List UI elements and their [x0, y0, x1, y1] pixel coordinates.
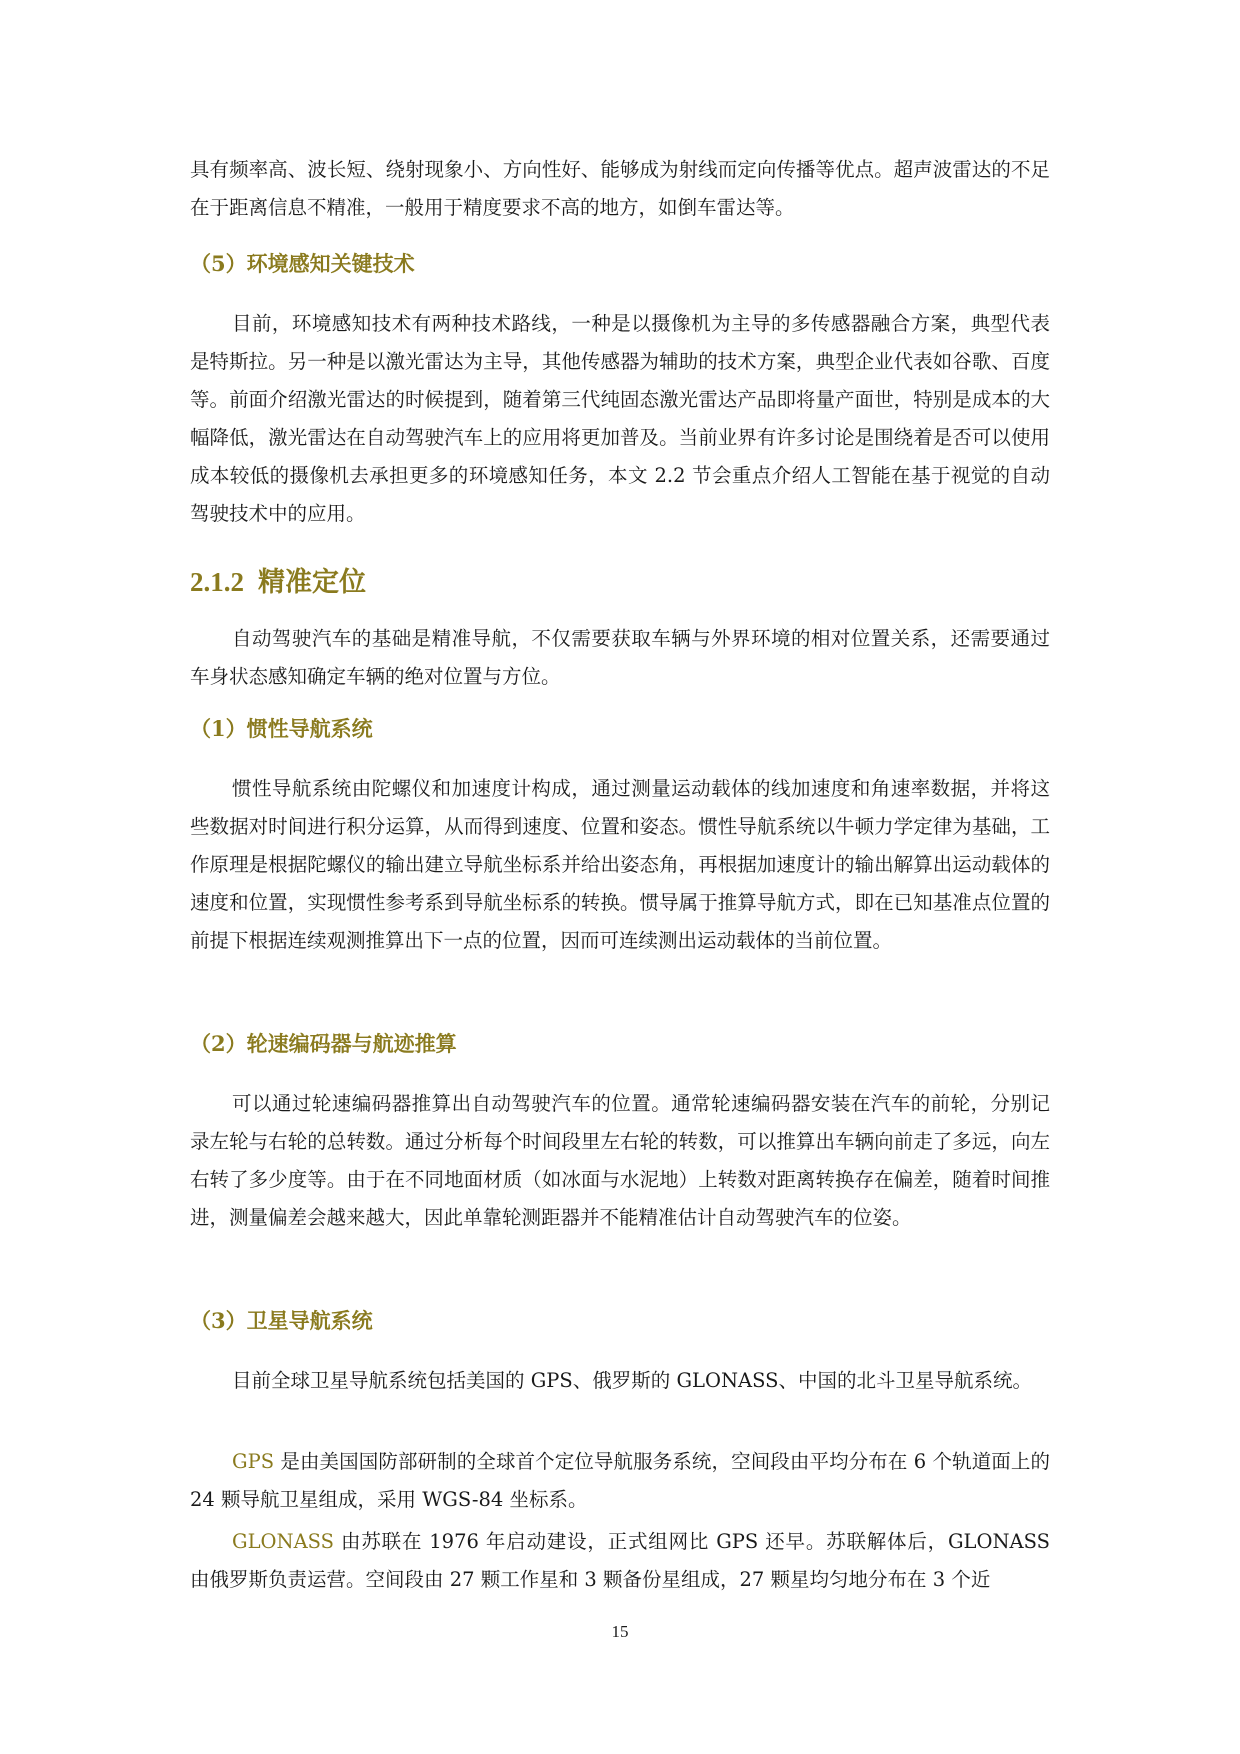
paragraph-gps — [190, 1443, 1050, 1519]
heading-wheel-encoder: （2）轮速编码器与航迹推算 — [190, 1031, 457, 1056]
heading-satellite-navigation: （3）卫星导航系统 — [190, 1308, 373, 1333]
section-number: 2.1.2 — [190, 567, 244, 597]
gps-term: GPS — [232, 1450, 275, 1473]
section-heading-precise-positioning — [190, 562, 366, 603]
glonass-term: GLONASS — [232, 1530, 335, 1553]
gps-description: 是由美国国防部研制的全球首个定位导航服务系统，空间段由平均分布在 6 个轨道面上的 24 颗导航卫星组成，采用 WGS-84 坐标系。 — [190, 1450, 1050, 1511]
paragraph-glonass — [190, 1523, 1050, 1599]
paragraph-precise-positioning: 自动驾驶汽车的基础是精准导航，不仅需要获取车辆与外界环境的相对位置关系，还需要通过车身状态感知确定车辆的绝对位置与方位。 — [190, 627, 1050, 688]
paragraph-env-perception: 目前，环境感知技术有两种技术路线，一种是以摄像机为主导的多传感器融合方案，典型代表是特斯拉。另一种是以激光雷达为主导，其他传感器为辅助的技术方案，典型企业代表如谷歌、百度等。前面介绍激光雷达的时候提到，随着第三代纯固态激光雷达产品即将量产面世，特别是成本的大幅降低，激光雷达在自动驾驶汽车上的应用将更加普及。当前业界有许多讨论是围绕着是否可以使用成本较低的摄像机去承担更多的环境感知任务，本文 2.2 节会重点介绍人工智能在基于视觉的自动驾驶技术中的应用。 — [190, 312, 1050, 525]
paragraph-ultrasonic-radar: 具有频率高、波长短、绕射现象小、方向性好、能够成为射线而定向传播等优点。超声波雷达的不足在于距离信息不精准，一般用于精度要求不高的地方，如倒车雷达等。 — [190, 158, 1050, 219]
page-number: 15 — [611, 1622, 629, 1641]
paragraph-satellite-navigation: 目前全球卫星导航系统包括美国的 GPS、俄罗斯的 GLONASS、中国的北斗卫星导航系统。 — [232, 1369, 1032, 1392]
heading-env-perception: （5）环境感知关键技术 — [190, 251, 415, 276]
glonass-description: 由苏联在 1976 年启动建设，正式组网比 GPS 还早。苏联解体后，GLONASS 由俄罗斯负责运营。空间段由 27 颗工作星和 3 颗备份星组成，27 颗星均匀地分布在 3 个近 — [190, 1530, 1050, 1591]
heading-inertial-navigation: （1）惯性导航系统 — [190, 716, 373, 741]
paragraph-wheel-encoder: 可以通过轮速编码器推算出自动驾驶汽车的位置。通常轮速编码器安装在汽车的前轮，分别记录左轮与右轮的总转数。通过分析每个时间段里左右轮的转数，可以推算出车辆向前走了多远，向左右转了多少度等。由于在不同地面材质（如冰面与水泥地）上转数对距离转换存在偏差，随着时间推进，测量偏差会越来越大，因此单靠轮测距器并不能精准估计自动驾驶汽车的位姿。 — [190, 1092, 1050, 1229]
paragraph-inertial-navigation: 惯性导航系统由陀螺仪和加速度计构成，通过测量运动载体的线加速度和角速率数据，并将这些数据对时间进行积分运算，从而得到速度、位置和姿态。惯性导航系统以牛顿力学定律为基础，工作原理是根据陀螺仪的输出建立导航坐标系并给出姿态角，再根据加速度计的输出解算出运动载体的速度和位置，实现惯性参考系到导航坐标系的转换。惯导属于推算导航方式，即在已知基准点位置的前提下根据连续观测推算出下一点的位置，因而可连续测出运动载体的当前位置。 — [190, 777, 1050, 952]
section-title: 精准定位 — [258, 567, 366, 598]
